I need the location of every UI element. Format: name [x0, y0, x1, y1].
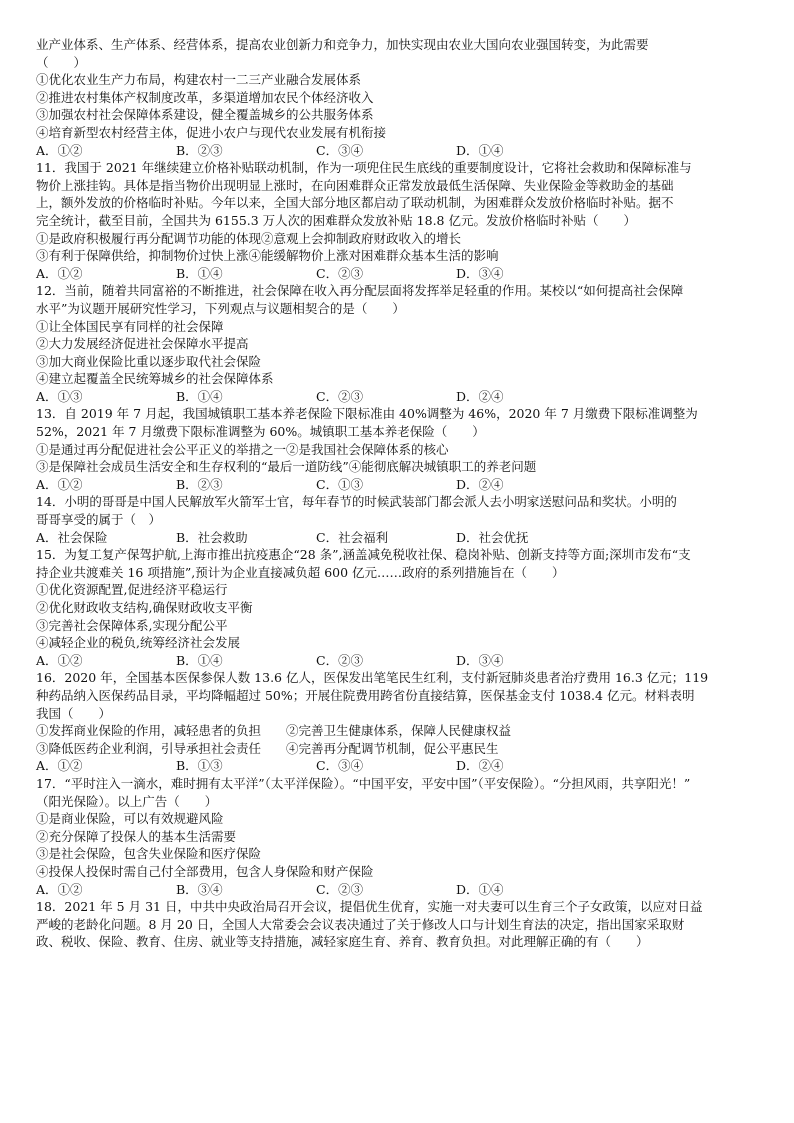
question-17	[36, 775, 758, 898]
option-line: ①让全体国民享有同样的社会保障	[36, 318, 224, 334]
answer-choices	[36, 265, 758, 283]
question-stem-line: 52%，2021 年 7 月缴费下限标准调整为 60%。城镇职工基本养老保险（ ）	[36, 424, 485, 440]
option-line: ①是通过再分配促进社会公平正义的举措之一②是我国社会保障体系的核心	[36, 441, 449, 457]
question-11	[36, 159, 758, 282]
answer-choices	[36, 142, 758, 160]
question-13	[36, 405, 758, 493]
question-12	[36, 282, 758, 405]
question-stem-line: 哥哥享受的属于（ ）	[36, 512, 162, 528]
option-line: ④建立起覆盖全民统筹城乡的社会保障体系	[36, 371, 274, 387]
question-stem-line: 完全统计，截至目前，全国共为 6155.3 万人次的困难群众发放补贴 18.8 亿元。发放价格临时补贴（ ）	[36, 212, 636, 228]
option-line: ②充分保障了投保人的基本生活需要	[36, 828, 237, 844]
option-line: ③完善社会保障体系,实现分配公平	[36, 617, 228, 633]
answer-blank: （ ）	[36, 54, 87, 70]
answer-choices	[36, 757, 758, 775]
question-stem-line: 12．当前，随着共同富裕的不断推进，社会保障在收入再分配层面将发挥举足轻重的作用。某校以“如何提高社会保障	[36, 283, 684, 299]
choice-c: C．①③	[316, 476, 364, 492]
option-line: ③有利于保障供给，抑制物价过快上涨④能缓解物价上涨对困难群众基本生活的影响	[36, 248, 499, 264]
choice-a: A．①②	[36, 652, 83, 668]
choice-a: A．社会保险	[36, 529, 108, 545]
question-stem-line: 种药品纳入医保药品目录，平均降幅超过 50%；开展住院费用跨省份直接结算，医保基金支付 1038.4 亿元。材料表明	[36, 687, 695, 703]
choice-b: B．①③	[176, 758, 223, 774]
choice-d: D．①④	[456, 881, 504, 897]
choice-d: D．③④	[456, 652, 504, 668]
choice-b: B．③④	[176, 881, 223, 897]
choice-c: C．②③	[316, 265, 364, 281]
choice-c: C．社会福利	[316, 529, 389, 545]
choice-b: B．①④	[176, 265, 223, 281]
option-line: ①优化农业生产力布局，构建农村一二三产业融合发展体系	[36, 72, 362, 88]
question-stem-line: 持企业共渡难关 16 项措施”,预计为企业直接减负超 600 亿元……政府的系列措施旨在（ ）	[36, 564, 565, 580]
option-line: ①是商业保险，可以有效规避风险	[36, 811, 224, 827]
question-stem-line: 18．2021 年 5 月 31 日，中共中央政治局召开会议，提倡优生优育，实施一对夫妻可以生育三个子女政策，以应对日益	[36, 899, 703, 915]
choice-d: D．③④	[456, 265, 504, 281]
choice-c: C．②③	[316, 652, 364, 668]
option-line: ①优化资源配置,促进经济平稳运行	[36, 582, 228, 598]
answer-choices	[36, 881, 758, 899]
answer-choices	[36, 652, 758, 670]
question-stem-line: 政、税收、保险、教育、住房、就业等支持措施，减轻家庭生育、养育、教育负担。对此理解正确的有（ ）	[36, 934, 649, 950]
question-18	[36, 898, 758, 951]
choice-a: A．①③	[36, 388, 83, 404]
option-line: ③是保障社会成员生活安全和生存权利的“最后一道防线”④能彻底解决城镇职工的养老问题	[36, 459, 537, 475]
question-stem-line: 上，额外发放的价格临时补贴。今年以来，全国大部分地区都启动了联动机制，为困难群众发放价格临时补贴。据不	[36, 195, 674, 211]
question-stem-line: 17．“平时注入一滴水，难时拥有太平洋”（太平洋保险）。“中国平安，平安中国”（平安保险）。“分担风雨，共享阳光！”	[36, 775, 691, 791]
option-line: ①发挥商业保险的作用，减轻患者的负担 ②完善卫生健康体系，保障人民健康权益	[36, 723, 512, 739]
question-stem-line: 13．自 2019 年 7 月起，我国城镇职工基本养老保险下限标准由 40%调整为 46%，2020 年 7 月缴费下限标准调整为	[36, 406, 698, 422]
question-stem-line: 物价上涨挂钩。具体是指当物价出现明显上涨时，在向困难群众正常发放最低生活保障、失业保险金等救助金的基础	[36, 177, 674, 193]
choice-a: A．①②	[36, 881, 83, 897]
question-14	[36, 493, 758, 546]
question-10	[36, 36, 758, 159]
choice-c: C．②③	[316, 388, 364, 404]
choice-b: B．②③	[176, 142, 223, 158]
question-stem-line: 水平”为议题开展研究性学习，下列观点与议题相契合的是（ ）	[36, 300, 405, 316]
option-line: ④投保人投保时需自己付全部费用，包含人身保险和财产保险	[36, 863, 374, 879]
choice-d: D．②④	[456, 388, 504, 404]
choice-b: B．社会救助	[176, 529, 248, 545]
choice-a: A．①②	[36, 476, 83, 492]
question-stem-line: （阳光保险）。以上广告（ ）	[36, 793, 218, 809]
choice-d: D．①④	[456, 142, 504, 158]
question-stem-line: 16．2020 年，全国基本医保参保人数 13.6 亿人，医保发出笔笔民生红利，支付新冠肺炎患者治疗费用 16.3 亿元；119	[36, 670, 709, 686]
question-stem-line: 业产业体系、生产体系、经营体系，提高农业创新力和竞争力，加快实现由农业大国向农业强国转变，为此需要	[36, 37, 649, 52]
option-line: ③加强农村社会保障体系建设，健全覆盖城乡的公共服务体系	[36, 107, 374, 123]
option-line: ③降低医药企业利润，引导承担社会责任 ④完善再分配调节机制，促公平惠民生	[36, 740, 499, 756]
choice-c: C．③④	[316, 142, 364, 158]
choice-a: A．①②	[36, 265, 83, 281]
choice-b: B．①④	[176, 652, 223, 668]
answer-choices	[36, 529, 758, 547]
question-stem-line: 11．我国于 2021 年继续建立价格补贴联动机制，作为一项兜住民生底线的重要制度设计，它将社会救助和保障标准与	[36, 160, 692, 176]
option-line: ②推进农村集体产权制度改革，多渠道增加农民个体经济收入	[36, 89, 374, 105]
choice-d: D．社会优抚	[456, 529, 529, 545]
option-line: ①是政府积极履行再分配调节功能的体现②意观上会抑制政府财政收入的增长	[36, 230, 462, 246]
option-line: ②优化财政收支结构,确保财政收支平衡	[36, 600, 253, 615]
question-stem-line: 15．为复工复产保驾护航,上海市推出抗疫惠企“28 条”,涵盖减免税收社保、稳岗补贴、创新支持等方面;深圳市发布“支	[36, 547, 691, 563]
option-line: ②大力发展经济促进社会保障水平提高	[36, 336, 249, 352]
option-line: ④减轻企业的税负,统筹经济社会发展	[36, 635, 240, 651]
option-line: ③加大商业保险比重以逐步取代社会保险	[36, 353, 262, 369]
question-15	[36, 546, 758, 669]
choice-c: C．②③	[316, 881, 364, 897]
exam-page	[36, 36, 758, 951]
choice-b: B．①④	[176, 388, 223, 404]
question-16	[36, 669, 758, 775]
answer-choices	[36, 476, 758, 494]
question-stem-line: 我国（ ）	[36, 705, 112, 721]
choice-b: B．②③	[176, 476, 223, 492]
choice-a: A．①②	[36, 142, 83, 158]
question-stem-line: 严峻的老龄化问题。8 月 20 日，全国人大常委会会议表决通过了关于修改人口与计划生育法的决定，指出国家采取财	[36, 916, 685, 932]
choice-a: A．①②	[36, 758, 83, 774]
answer-choices	[36, 388, 758, 406]
choice-d: D．②④	[456, 758, 504, 774]
question-stem-line: 14．小明的哥哥是中国人民解放军火箭军士官，每年春节的时候武装部门都会派人去小明家送慰问品和奖状。小明的	[36, 494, 677, 510]
choice-d: D．②④	[456, 476, 504, 492]
choice-c: C．③④	[316, 758, 364, 774]
option-line: ③是社会保险，包含失业保险和医疗保险	[36, 846, 262, 862]
option-line: ④培育新型农村经营主体，促进小农户与现代农业发展有机衔接	[36, 124, 387, 140]
